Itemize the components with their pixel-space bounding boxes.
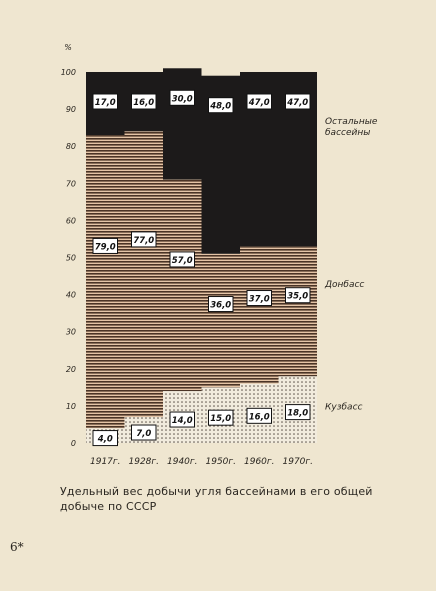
value-label: 14,0 [171,416,193,427]
bar-donbass-1 [125,131,164,417]
x-tick-label: 1928г. [128,457,159,467]
value-label: 7,0 [136,429,152,440]
bar-donbass-3 [202,254,241,388]
y-tick-label: 30 [65,327,76,337]
x-tick-label: 1917г. [90,457,121,467]
bar-donbass-0 [86,135,125,428]
series-label: Кузбасс [325,402,363,413]
value-label: 15,0 [210,414,232,425]
bar-donbass-2 [163,180,202,391]
value-label: 36,0 [210,300,232,311]
y-tick-label: 90 [65,105,76,115]
stacked-layers [86,68,317,443]
y-tick-label: 20 [65,364,76,374]
bar-donbass-5 [279,246,318,376]
y-tick-label: 70 [65,179,76,189]
y-tick-label: 40 [65,290,76,300]
y-tick-label: 100 [60,68,76,77]
value-label: 17,0 [94,98,116,108]
y-tick-label: 10 [65,401,76,411]
series-labels [324,117,378,413]
page-number: 6* [10,540,24,554]
value-label: 16,0 [248,412,270,423]
bar-other-2 [163,68,202,179]
value-label: 30,0 [171,94,193,105]
x-tick-label: 1970г. [282,457,313,467]
value-label: 79,0 [94,242,116,253]
x-tick-label: 1940г. [167,457,198,467]
y-tick-label: 50 [65,253,76,263]
value-label: 16,0 [133,98,155,108]
y-tick-label: 0 [70,439,76,448]
x-tick-label: 1960г. [244,457,275,467]
value-label: 37,0 [248,294,270,305]
x-axis [90,457,313,467]
bar-donbass-4 [240,246,279,383]
value-label: 47,0 [287,98,309,108]
value-label: 4,0 [97,434,113,445]
figure-caption: Удельный вес добычи угля бассейнами в его общей добыче по СССР [60,485,373,513]
x-tick-label: 1950г. [205,457,236,467]
value-label: 57,0 [171,255,193,266]
value-label: 18,0 [287,408,309,419]
value-label: 77,0 [133,235,155,246]
y-tick-label: 60 [65,216,76,226]
value-label: 48,0 [210,101,232,112]
series-label: Остальные бассейны [325,116,378,138]
value-label: 35,0 [287,291,309,302]
series-label: Донбасс [325,280,365,291]
y-axis [61,43,76,448]
value-label: 47,0 [248,98,270,108]
y-unit-label: % [64,43,72,52]
y-tick-label: 80 [65,142,76,152]
